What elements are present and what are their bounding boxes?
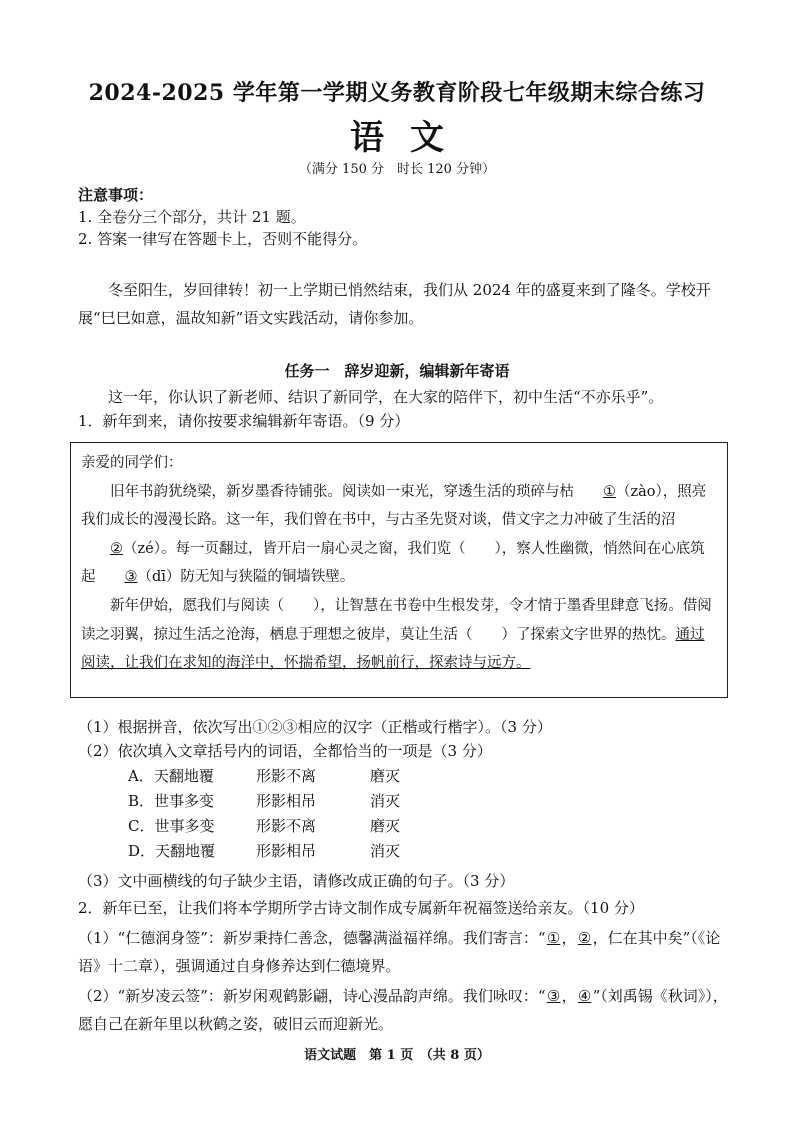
option-c: C．世事多变 形影不离 磨灭 bbox=[128, 817, 401, 835]
options-list bbox=[128, 764, 450, 864]
letter-paragraph-2: 新年伊始，愿我们与阅读（ ），让智慧在书卷中生根发芽，令才情于墨香里肆意飞扬。借阅读之羽翼，掠过生活之沧海，栖息于理想之彼岸，莫让生活（ ）了探索文字世界的热忱。通过阅读，让我们在求知的海洋中，怀揣希望，扬帆前行，探索诗与远方。 bbox=[81, 597, 712, 672]
blank-q2-1: ① bbox=[546, 929, 561, 947]
question-2: 2．新年已至，让我们将本学期所学古诗文制作成专属新年祝福签送给亲友。（10 分） bbox=[78, 899, 644, 917]
task1-intro: 这一年，你认识了新老师、结识了新同学，在大家的陪伴下，初中生活“不亦乐乎”。 bbox=[108, 388, 664, 406]
question-1-sub-3: （3）文中画横线的句子缺少主语，请修改成正确的句子。（3 分） bbox=[78, 872, 515, 890]
question-1-sub-1: （1）根据拼音，依次写出①②③相应的汉字（正楷或行楷字）。（3 分） bbox=[78, 718, 552, 736]
question-1: 1．新年到来，请你按要求编辑新年寄语。（9 分） bbox=[78, 412, 410, 430]
exam-title: 2024-2025 学年第一学期义务教育阶段七年级期末综合练习 bbox=[88, 80, 706, 106]
question-1-sub-2: （2）依次填入文章括号内的词语，全都恰当的一项是（3 分） bbox=[78, 742, 492, 760]
subject-title: 语文 bbox=[350, 118, 470, 158]
notes-item: 2. 答案一律写在答题卡上，否则不能得分。 bbox=[78, 230, 368, 248]
notes-heading: 注意事项： bbox=[78, 186, 154, 204]
option-a: A．天翻地覆 形影不离 磨灭 bbox=[128, 767, 401, 785]
letter-box bbox=[70, 442, 728, 698]
blank-q2-3: ③ bbox=[546, 987, 561, 1005]
notes-item: 1. 全卷分三个部分，共计 21 题。 bbox=[78, 208, 306, 226]
activity-intro: 冬至阳生，岁回律转！初一上学期已悄然结束，我们从 2024 年的盛夏来到了隆冬。学校开展“巳巳如意，温故知新”语文实践活动，请你参加。 bbox=[78, 281, 711, 327]
blank-q2-2: ② bbox=[577, 929, 592, 947]
letter-paragraph-1: 旧年书韵犹绕梁，新岁墨香待铺张。阅读如一束光，穿透生活的琐碎与枯 ①（zào），照亮我们成长的漫漫长路。这一年，我们曾在书中，与古圣先贤对谈，借文字之力冲破了生活的沼②（zé）。每一页翻过，皆开启一扇心灵之窗，我们览（ ），察人性幽微，悄然间在心底筑起 ③（dī）防无知与狭隘的铜墙铁壁。 bbox=[81, 478, 715, 592]
question-2-sub-1: （1）“仁德润身签”：新岁秉持仁善念，德馨满溢福祥绵。我们寄言：“①，②，仁在其中矣”（《论语》十二章），强调通过自身修养达到仁德境界。 bbox=[78, 924, 728, 980]
underlined-sentence: 通过阅读，让我们在求知的海洋中，怀揣希望，扬帆前行，探索诗与远方。 bbox=[81, 626, 705, 672]
page-footer: 语文试题 第 1 页 （共 8 页） bbox=[304, 1048, 490, 1063]
blank-2: ② bbox=[110, 540, 123, 557]
letter-greeting: 亲爱的同学们： bbox=[81, 455, 183, 471]
score-info: （满分 150 分 时长 120 分钟） bbox=[298, 162, 496, 177]
option-b: B．世事多变 形影相吊 消灭 bbox=[128, 792, 401, 810]
option-d: D．天翻地覆 形影相吊 消灭 bbox=[128, 842, 401, 860]
blank-1: ① bbox=[603, 483, 616, 500]
task1-title: 任务一 辞岁迎新，编辑新年寄语 bbox=[284, 362, 510, 380]
blank-q2-4: ④ bbox=[577, 987, 592, 1005]
question-2-sub-2: （2）“新岁凌云签”：新岁闲观鹤影翩，诗心漫品韵声绵。我们咏叹：“③，④”（刘禹锡《秋词》），愿自己在新年里以秋鹤之姿，破旧云而迎新光。 bbox=[78, 982, 728, 1038]
notes-section bbox=[78, 184, 367, 250]
blank-3: ③ bbox=[124, 569, 138, 586]
